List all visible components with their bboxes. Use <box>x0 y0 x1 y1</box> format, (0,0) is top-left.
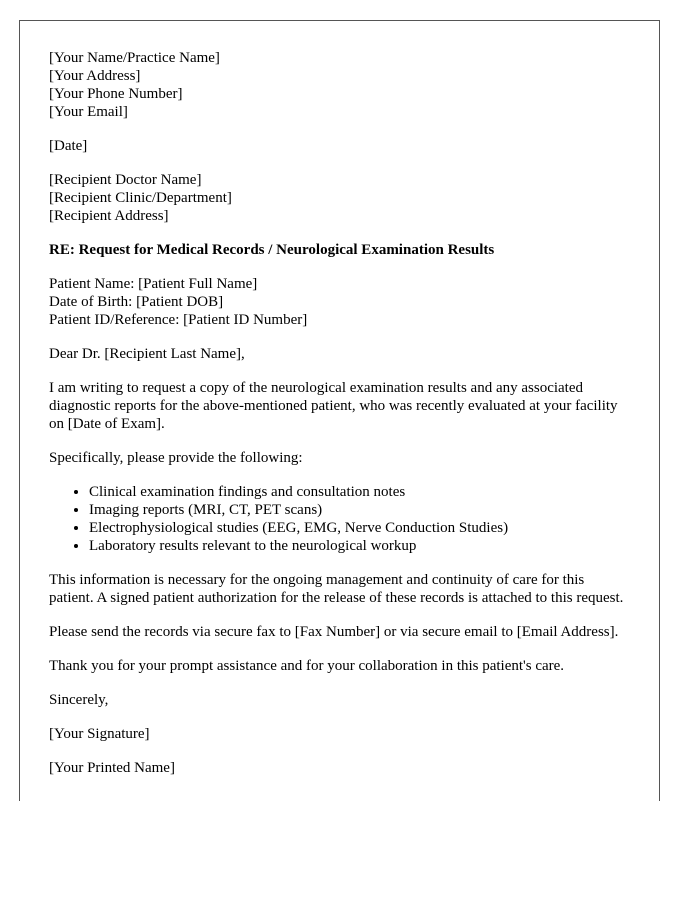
recipient-doctor: [Recipient Doctor Name] <box>49 172 202 188</box>
recipient-block <box>49 171 629 225</box>
sender-name: [Your Name/Practice Name] <box>49 50 220 66</box>
patient-info-block <box>49 275 629 329</box>
intro-paragraph: I am writing to request a copy of the neurological examination results and any associated diagnostic reports for the above-mentioned patient, who was recently evaluated at your facility on [Date of Exam]. <box>49 380 618 432</box>
patient-dob: Date of Birth: [Patient DOB] <box>49 294 224 310</box>
sender-address: [Your Address] <box>49 68 141 84</box>
list-item: • Imaging reports (MRI, CT, PET scans) <box>89 501 629 519</box>
signature <box>49 725 629 743</box>
list-item: • Laboratory results relevant to the neurological workup <box>89 537 629 555</box>
necessity-paragraph: This information is necessary for the ongoing management and continuity of care for this patient. A signed patient authorization for the release of these records is attached to this request. <box>49 572 624 606</box>
recipient-clinic: [Recipient Clinic/Department] <box>49 190 232 206</box>
signature-text: [Your Signature] <box>49 726 150 742</box>
salutation <box>49 345 629 363</box>
thanks-paragraph: Thank you for your prompt assistance and for your collaboration in this patient's care. <box>49 658 565 674</box>
printed-name-text: [Your Printed Name] <box>49 760 175 776</box>
list-intro-paragraph: Specifically, please provide the following: <box>49 450 303 466</box>
closing-text: Sincerely, <box>49 692 109 708</box>
sender-email: [Your Email] <box>49 104 128 120</box>
date-text: [Date] <box>49 138 88 154</box>
list-item: • Electrophysiological studies (EEG, EMG, Nerve Conduction Studies) <box>89 519 629 537</box>
recipient-address: [Recipient Address] <box>49 208 169 224</box>
letter-content <box>49 49 629 793</box>
patient-id: Patient ID/Reference: [Patient ID Number] <box>49 312 308 328</box>
closing <box>49 691 629 709</box>
requested-items-list <box>49 483 629 555</box>
patient-name: Patient Name: [Patient Full Name] <box>49 276 258 292</box>
subject-text: RE: Request for Medical Records / Neurological Examination Results <box>49 242 495 258</box>
letter-date <box>49 137 629 155</box>
sender-block <box>49 49 629 121</box>
sender-phone: [Your Phone Number] <box>49 86 183 102</box>
delivery-paragraph: Please send the records via secure fax to [Fax Number] or via secure email to [Email Address]. <box>49 624 619 640</box>
subject-line <box>49 241 629 259</box>
printed-name <box>49 759 629 777</box>
letter-page <box>19 20 660 801</box>
salutation-text: Dear Dr. [Recipient Last Name], <box>49 346 245 362</box>
list-item: • Clinical examination findings and consultation notes <box>89 483 629 501</box>
